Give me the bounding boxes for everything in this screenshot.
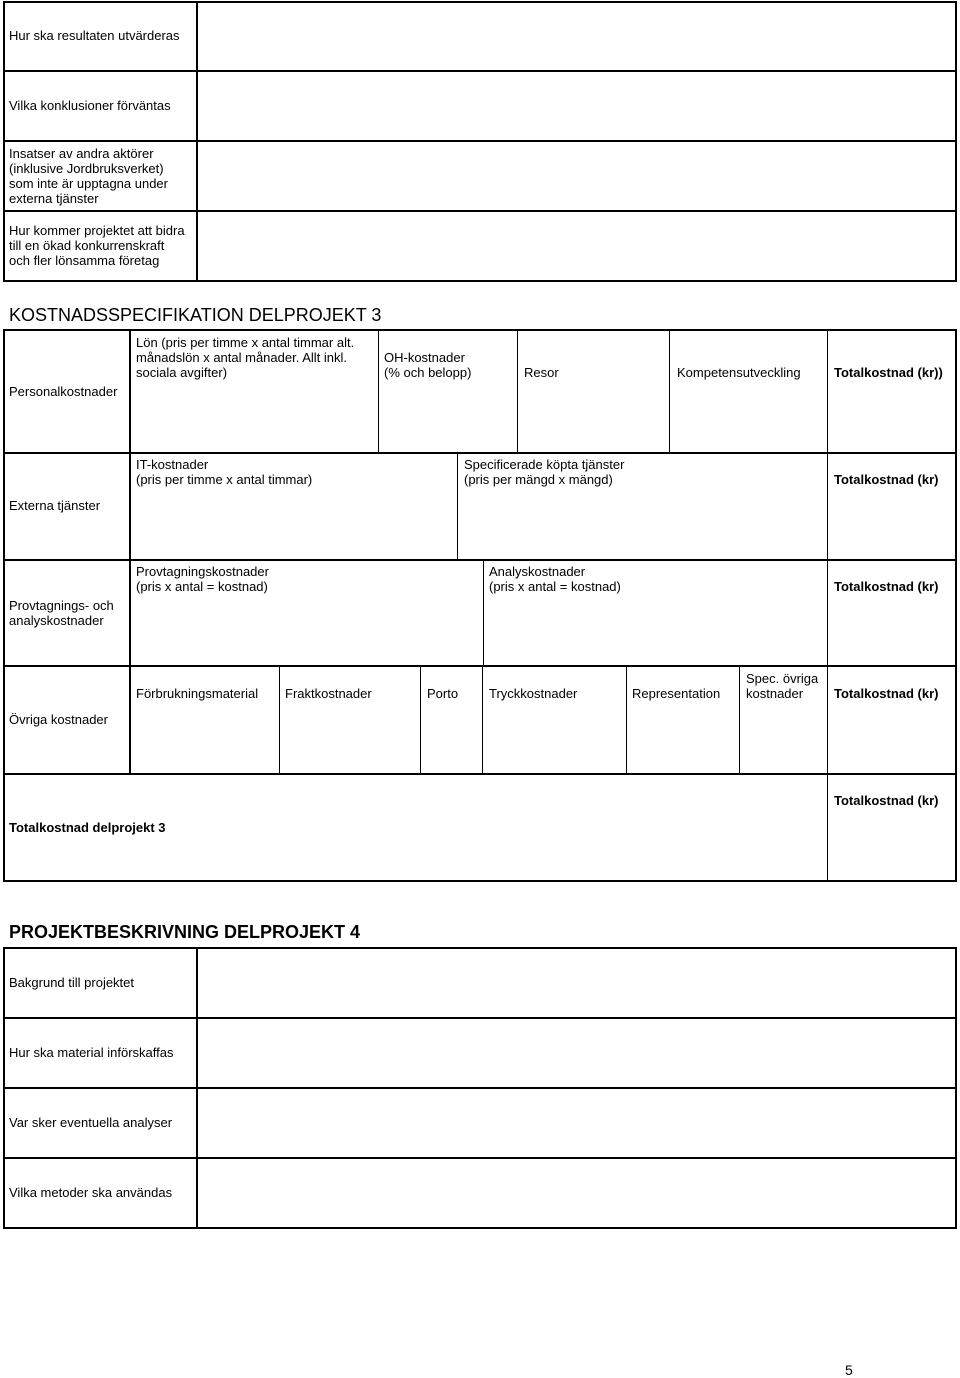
page-number: 5 [845,1362,853,1378]
col-resor: Resor [524,365,559,380]
field-analys[interactable] [484,597,826,664]
field-total-personal[interactable] [828,384,955,452]
table-border-left [3,329,5,882]
row-label-material: Hur ska material införskaffas [9,1045,174,1060]
field-utvardering[interactable] [198,3,955,70]
col-lon: Lön (pris per timme x antal timmar alt. månadslön x antal månader. Allt inkl. sociala avgifter) [136,335,355,380]
field-specificerade[interactable] [458,490,826,558]
row-label-bakgrund: Bakgrund till projektet [9,975,135,990]
field-tryck[interactable] [483,705,625,772]
col-representation: Representation [632,686,721,701]
col-tryck: Tryckkostnader [489,686,578,701]
field-material[interactable] [198,1019,955,1087]
row-label-metoder: Vilka metoder ska användas [9,1185,173,1200]
field-lon[interactable] [131,384,377,452]
field-representation[interactable] [627,705,738,772]
table-border-bottom [3,280,957,282]
col-oh: OH-kostnader (% och belopp) [384,350,472,380]
field-konkurrenskraft[interactable] [198,212,955,280]
table-border-bottom [3,880,957,882]
table-border-top [3,329,957,331]
col-frakt: Fraktkostnader [285,686,372,701]
col-total-externa: Totalkostnad (kr) [834,472,939,487]
personal-label: Personalkostnader [9,384,118,399]
row-label-konklusioner: Vilka konklusioner förväntas [9,98,171,113]
col-provtagning: Provtagningskostnader (pris x antal = kostnad) [136,564,269,594]
table-border-right [955,329,957,882]
field-bakgrund[interactable] [198,949,955,1017]
col-specificerade: Specificerade köpta tjänster (pris per mängd x mängd) [464,457,625,487]
field-analyser[interactable] [198,1089,955,1157]
row-label-konkurrenskraft: Hur kommer projektet att bidra till en ökad konkurrenskraft och fler lönsamma företag [9,223,185,268]
field-total-provtagning[interactable] [828,597,955,664]
row-label-utvardering: Hur ska resultaten utvärderas [9,28,180,43]
field-it[interactable] [131,490,456,558]
field-total-externa[interactable] [828,490,955,558]
col-total-personal: Totalkostnad (kr)) [834,365,943,380]
col-spec-ovriga: Spec. övriga kostnader [746,671,819,701]
field-porto[interactable] [421,705,481,772]
field-insatser[interactable] [198,142,955,210]
field-total-ovriga[interactable] [828,705,955,772]
col-forbrukning: Förbrukningsmaterial [136,686,259,701]
externa-label: Externa tjänster [9,498,101,513]
ovriga-label: Övriga kostnader [9,712,108,727]
field-frakt[interactable] [280,705,419,772]
col-analys: Analyskostnader (pris x antal = kostnad) [489,564,621,594]
col-kompetens: Kompetensutveckling [677,365,801,380]
col-total-provtagning: Totalkostnad (kr) [834,579,939,594]
cost-spec-heading: KOSTNADSSPECIFIKATION DELPROJEKT 3 [9,305,382,325]
section-divider [3,559,957,561]
section-divider [3,452,957,454]
col-total-ovriga: Totalkostnad (kr) [834,686,939,701]
field-metoder[interactable] [198,1159,955,1227]
field-konklusioner[interactable] [198,72,955,140]
field-resor[interactable] [518,384,668,452]
col-porto: Porto [427,686,459,701]
section-divider [3,773,957,775]
table-border-bottom [3,1227,957,1229]
field-provtagning[interactable] [131,597,482,664]
section-divider [3,665,957,667]
project-desc-heading: PROJEKTBESKRIVNING DELPROJEKT 4 [9,922,361,942]
field-kompetens[interactable] [670,384,826,452]
field-spec-ovriga[interactable] [740,705,826,772]
provtagning-label: Provtagnings- och analyskostnader [9,598,114,628]
row-label-analyser: Var sker eventuella analyser [9,1115,173,1130]
total-delprojekt-label: Totalkostnad delprojekt 3 [9,820,166,835]
row-label-insatser: Insatser av andra aktörer (inklusive Jordbruksverket) som inte är upptagna under externa tjänster [9,146,168,206]
col-total-delprojekt: Totalkostnad (kr) [834,793,939,808]
field-forbrukning[interactable] [131,705,278,772]
col-it: IT-kostnader (pris per timme x antal timmar) [136,457,313,487]
field-total-delprojekt[interactable] [828,812,955,879]
field-oh[interactable] [379,384,516,452]
